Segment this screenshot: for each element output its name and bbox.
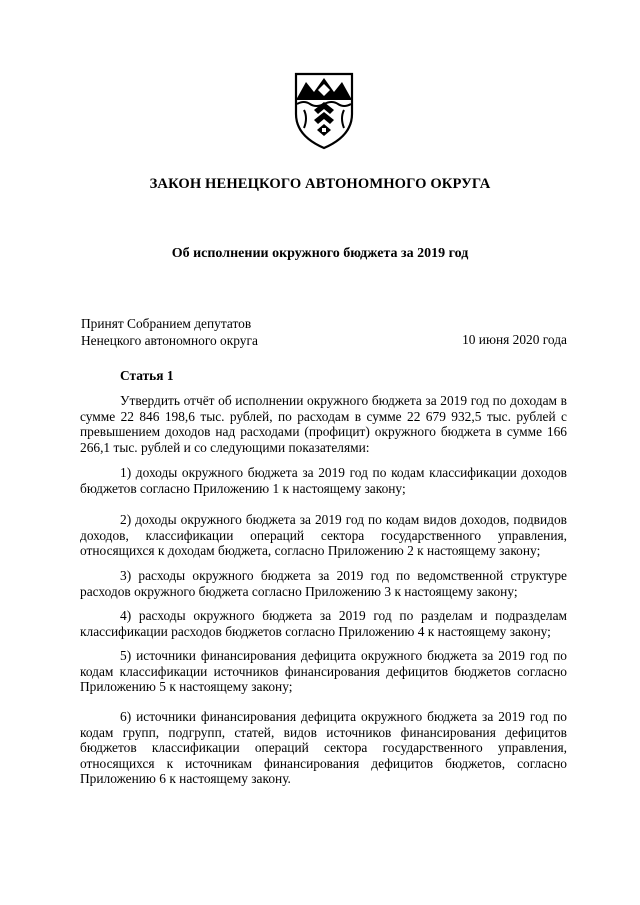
adoption-date: 10 июня 2020 года xyxy=(462,332,567,347)
article-item-3: 3) расходы окружного бюджета за 2019 год по ведомственной структуре расходов окружного бюджета согласно Приложению 3 к настоящему закону; xyxy=(80,568,567,599)
law-title: ЗАКОН НЕНЕЦКОГО АВТОНОМНОГО ОКРУГА xyxy=(149,176,491,192)
adoption-line-2: Ненецкого автономного округа xyxy=(81,332,258,348)
law-subject: Об исполнении окружного бюджета за 2019 год xyxy=(171,246,469,261)
adoption-line-1: Принят Собранием депутатов xyxy=(81,316,252,331)
article-intro: Утвердить отчёт об исполнении окружного бюджета за 2019 год по доходам в сумме 22 846 198,6 тыс. рублей, по расходам в сумме 22 679 932,5 тыс. рублей с превышением доходов над расходами (профицит) окружного бюджета в сумме 166 266,1 тыс. рублей и со следующими показателями: xyxy=(80,393,567,455)
article-item-2: 2) доходы окружного бюджета за 2019 год по кодам видов доходов, подвидов доходов, классификации операций сектора государственного управления, относящихся к доходам бюджета, согласно Приложению 2 к настоящему закону; xyxy=(80,512,567,559)
article-item-4: 4) расходы окружного бюджета за 2019 год по разделам и подразделам классификации расходов бюджетов согласно Приложению 4 к настоящему закону; xyxy=(80,608,567,639)
article-item-6: 6) источники финансирования дефицита окружного бюджета за 2019 год по кодам групп, подгрупп, статей, видов источников финансирования дефицитов бюджетов классификации операций сектора государственного управления, относящихся к источникам финансирования дефицитов бюджетов, согласно Приложению 6 к настоящему закону. xyxy=(80,709,567,787)
adoption-block xyxy=(81,316,258,349)
article-item-5: 5) источники финансирования дефицита окружного бюджета за 2019 год по кодам классификации источников финансирования дефицитов бюджетов согласно Приложению 5 к настоящему закону; xyxy=(80,648,567,695)
coat-of-arms-emblem xyxy=(284,70,364,150)
article-heading: Статья 1 xyxy=(120,368,174,383)
article-item-1: 1) доходы окружного бюджета за 2019 год по кодам классификации доходов бюджетов согласно Приложению 1 к настоящему закону; xyxy=(80,465,567,496)
